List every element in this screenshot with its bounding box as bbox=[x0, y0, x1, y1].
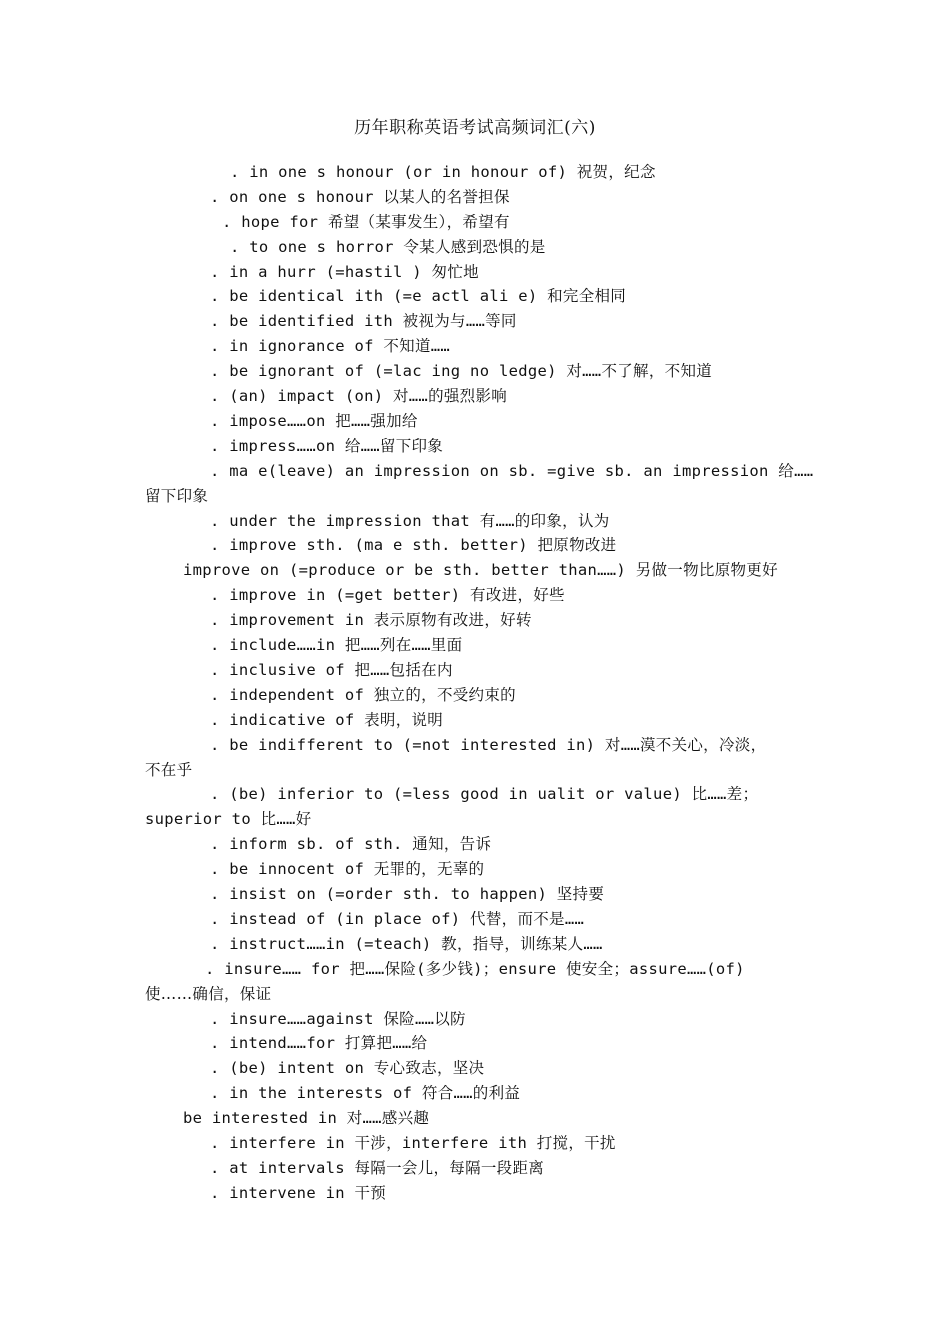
vocab-line: . be identical ith (=e actl ali e) 和完全相同 bbox=[210, 287, 627, 305]
vocab-line: . interfere in 干涉，interfere ith 打搅，干扰 bbox=[210, 1134, 616, 1152]
vocab-line: . (be) inferior to (=less good in ualit or value) 比……差； bbox=[210, 785, 759, 803]
vocab-line: . to one s horror 令某人感到恐惧的是 bbox=[230, 238, 546, 256]
vocab-line-continuation: 留下印象 bbox=[145, 487, 209, 505]
vocab-line: . inclusive of 把……包括在内 bbox=[210, 661, 453, 679]
vocab-line: . improve sth. (ma e sth. better) 把原物改进 bbox=[210, 536, 617, 554]
vocab-line: . insist on (=order sth. to happen) 坚持要 bbox=[210, 885, 605, 903]
vocab-line: improve on (=produce or be sth. better than……) 另做一物比原物更好 bbox=[183, 561, 778, 579]
vocab-line-continuation: superior to 比……好 bbox=[145, 810, 312, 828]
vocab-line: . (be) intent on 专心致志，坚决 bbox=[210, 1059, 485, 1077]
vocab-line: . indicative of 表明，说明 bbox=[210, 711, 444, 729]
vocab-line: . in a hurr (=hastil ) 匆忙地 bbox=[210, 263, 479, 281]
vocab-line: . hope for 希望（某事发生），希望有 bbox=[222, 213, 510, 231]
vocab-line: . be identified ith 被视为与……等同 bbox=[210, 312, 517, 330]
vocab-line-continuation: 不在乎 bbox=[145, 761, 193, 779]
vocab-line-continuation: 使……确信，保证 bbox=[145, 985, 272, 1003]
vocab-line: . independent of 独立的，不受约束的 bbox=[210, 686, 516, 704]
vocab-line: . impress……on 给……留下印象 bbox=[210, 437, 444, 455]
vocab-line: . in one s honour (or in honour of) 祝贺，纪念 bbox=[230, 163, 656, 181]
vocab-line: . instruct……in (=teach) 教，指导，训练某人…… bbox=[210, 935, 603, 953]
vocab-line: . include……in 把……列在……里面 bbox=[210, 636, 463, 654]
vocab-line: . in ignorance of 不知道…… bbox=[210, 337, 451, 355]
vocab-line: . impose……on 把……强加给 bbox=[210, 412, 418, 430]
vocab-line: . improve in (=get better) 有改进，好些 bbox=[210, 586, 565, 604]
vocab-line: . improvement in 表示原物有改进，好转 bbox=[210, 611, 532, 629]
vocab-line: . (an) impact (on) 对……的强烈影响 bbox=[210, 387, 508, 405]
page-title: 历年职称英语考试高频词汇(六) bbox=[354, 118, 596, 138]
vocab-line: . intend……for 打算把……给 bbox=[210, 1034, 428, 1052]
vocab-line: . insure……against 保险……以防 bbox=[210, 1010, 466, 1028]
vocab-line: . instead of (in place of) 代替，而不是…… bbox=[210, 910, 585, 928]
vocab-line: . ma e(leave) an impression on sb. =give sb. an impression 给…… bbox=[210, 462, 814, 480]
vocab-line: . in the interests of 符合……的利益 bbox=[210, 1084, 521, 1102]
vocab-line: be interested in 对……感兴趣 bbox=[183, 1109, 430, 1127]
vocab-line: . insure…… for 把……保险(多少钱)；ensure 使安全；assure……(of) bbox=[205, 960, 745, 978]
vocab-line: . be innocent of 无罪的，无辜的 bbox=[210, 860, 485, 878]
vocab-line: . at intervals 每隔一会儿，每隔一段距离 bbox=[210, 1159, 545, 1177]
vocab-line: . under the impression that 有……的印象，认为 bbox=[210, 512, 610, 530]
vocab-line: . on one s honour 以某人的名誉担保 bbox=[210, 188, 510, 206]
vocab-line: . inform sb. of sth. 通知，告诉 bbox=[210, 835, 492, 853]
vocab-line: . be indifferent to (=not interested in) 对……漠不关心，冷淡， bbox=[210, 736, 767, 754]
vocab-line: . intervene in 干预 bbox=[210, 1184, 387, 1202]
vocab-line: . be ignorant of (=lac ing no ledge) 对……不了解，不知道 bbox=[210, 362, 713, 380]
